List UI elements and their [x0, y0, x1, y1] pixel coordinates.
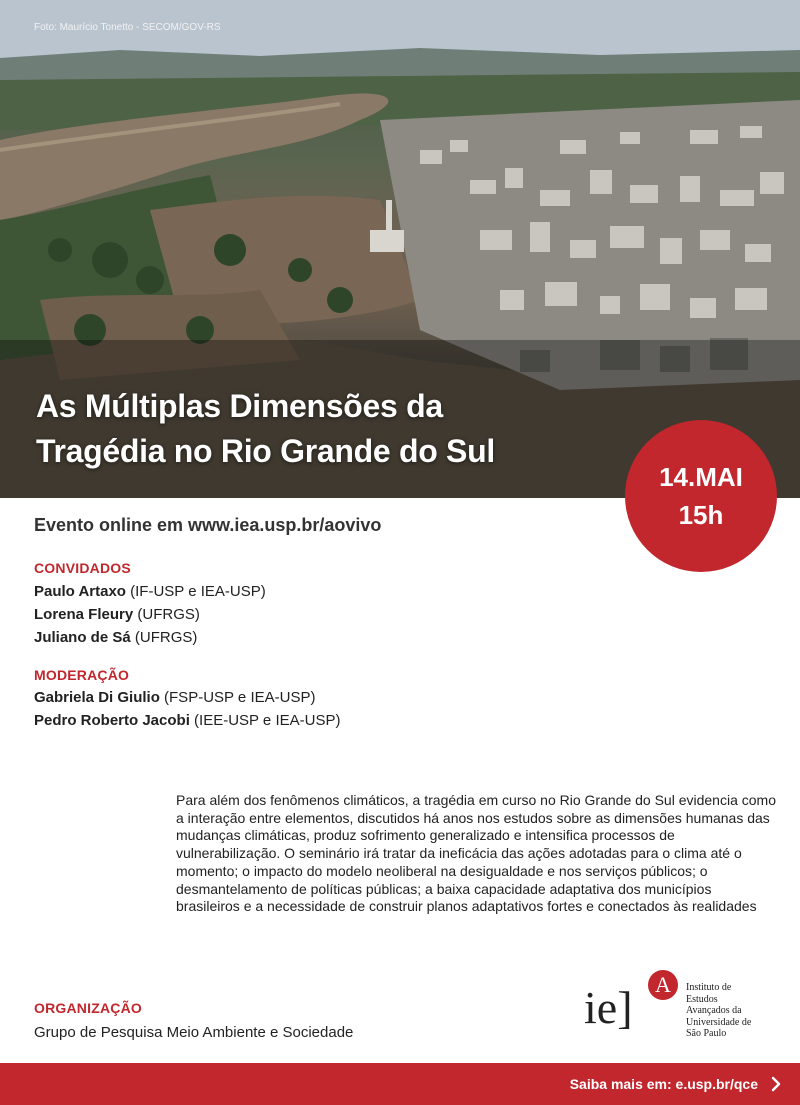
logo-line: Estudos: [686, 993, 718, 1005]
moderators-list: [34, 686, 340, 732]
date-badge: [625, 420, 777, 572]
logo-line: Avançados da: [686, 1005, 742, 1016]
moderator-affiliation: (IEE-USP e IEA-USP): [189, 712, 341, 729]
logo-mark: ie]: [584, 982, 633, 1033]
logo-line: São Paulo: [686, 1028, 727, 1039]
organization-name: Grupo de Pesquisa Meio Ambiente e Sociedade: [34, 1024, 354, 1041]
guest-name: Lorena Fleury: [34, 606, 134, 623]
moderator-item: [34, 709, 340, 732]
guest-item: [34, 626, 266, 649]
event-title: [36, 384, 596, 474]
guest-affiliation: (UFRGS): [133, 606, 200, 623]
guest-affiliation: (IF-USP e IEA-USP): [125, 583, 266, 600]
moderation-heading: MODERAÇÃO: [34, 667, 130, 683]
guest-item: [34, 580, 266, 603]
iea-logo: [584, 970, 784, 1046]
footer-bar[interactable]: [0, 1063, 800, 1105]
event-title-line-1: As Múltiplas Dimensões da: [36, 388, 443, 424]
event-time: 15h: [678, 500, 724, 530]
photo-credit: Foto: Maurício Tonetto - SECOM/GOV-RS: [34, 22, 221, 33]
moderator-item: [34, 686, 340, 709]
event-title-line-2: Tragédia no Rio Grande do Sul: [36, 433, 495, 469]
guests-list: [34, 580, 266, 649]
event-date: 14.MAI: [659, 462, 743, 492]
guest-item: [34, 603, 266, 626]
moderator-name: Gabriela Di Giulio: [34, 689, 160, 706]
moderator-name: Pedro Roberto Jacobi: [34, 712, 190, 729]
logo-line: Instituto de: [686, 982, 732, 993]
moderator-affiliation: (FSP-USP e IEA-USP): [159, 689, 316, 706]
guest-name: Juliano de Sá: [34, 629, 131, 646]
chevron-right-icon[interactable]: [770, 1076, 782, 1092]
guest-name: Paulo Artaxo: [34, 583, 126, 600]
organization-heading: ORGANIZAÇÃO: [34, 1000, 142, 1016]
guests-heading: CONVIDADOS: [34, 560, 131, 576]
logo-line: Universidade de: [686, 1016, 752, 1028]
logo-letter-badge: A: [648, 970, 678, 1000]
logo-institution-name: [686, 982, 751, 1040]
event-online-link[interactable]: Evento online em www.iea.usp.br/aovivo: [34, 515, 382, 535]
learn-more-link[interactable]: Saiba mais em: e.usp.br/qce: [569, 1076, 758, 1092]
event-description: Para além dos fenômenos climáticos, a tragédia em curso no Rio Grande do Sul evidencia como a interação entre elementos, discutidos há anos nos estudos sobre as dimensões humanas das mudanças climáticas, produz sofrimento generalizado e intensifica processos de vulnerabilização. O seminário irá tratar da ineficácia das ações adotadas para o clima até o momento; o impacto do modelo neoliberal na desigualdade e nos serviços públicos; o desmantelamento de políticas públicas; a baixa capacidade adaptativa dos municípios brasileiros e a necessidade de construir planos adaptativos fortes e conectados às realidades: [176, 792, 776, 915]
guest-affiliation: (UFRGS): [130, 629, 198, 646]
